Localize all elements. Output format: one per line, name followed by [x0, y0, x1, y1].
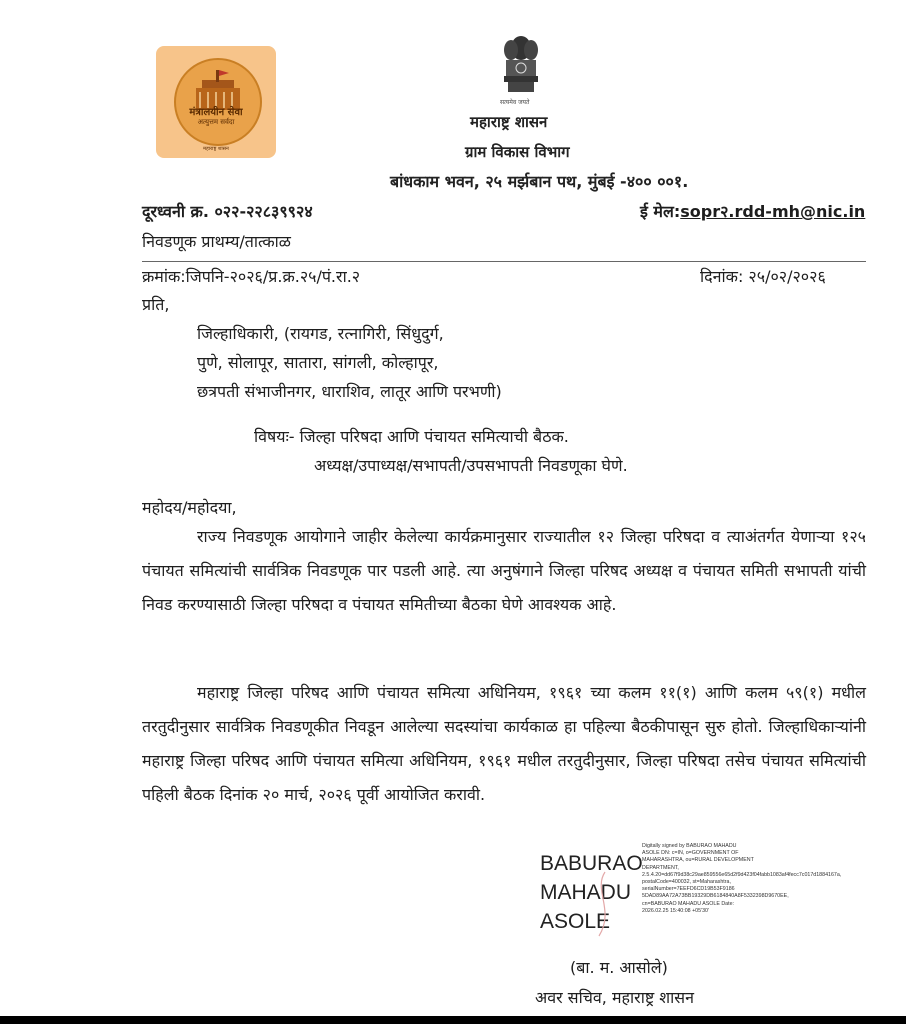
govt-name: महाराष्ट्र शासन [470, 113, 548, 131]
email-label: ई मेल: [640, 202, 681, 221]
signatory-initials: (बा. म. आसोले) [570, 958, 668, 977]
signature-stroke [585, 870, 625, 940]
salutation: महोदय/महोदया, [142, 498, 237, 517]
signatory-name-line-3: ASOLE [540, 910, 611, 933]
office-address: बांधकाम भवन, २५ मर्झबान पथ, मुंबई -४०० ००१. [390, 172, 689, 191]
recipient-line-3: छत्रपती संभाजीनगर, धाराशिव, लातूर आणि परभणी) [197, 382, 502, 401]
recipient-prefix: प्रति, [142, 295, 170, 314]
logo-tagline: अत्युत्तम सर्वदा [197, 118, 235, 126]
logo-emblem-circle [174, 58, 262, 146]
logo-title: मंत्रालयीन सेवा [189, 107, 243, 118]
recipient-line-2: पुणे, सोलापूर, सातारा, सांगली, कोल्हापूर, [197, 353, 439, 372]
paragraph-1: राज्य निवडणूक आयोगाने जाहीर केलेल्या कार्यक्रमानुसार राज्यातील १२ जिल्हा परिषदा व त्याअंतर्गत येणाऱ्या १२५ पंचायत समित्यांची सार्वत्रिक निवडणूक पार पडली आहे. त्या अनुषंगाने जिल्हा परिषद अध्यक्ष व पंचायत समिती सभापती यांची निवड करण्यासाठी जिल्हा परिषदा व पंचायत समितीच्या बैठका घेणे आवश्यक आहे. [142, 527, 866, 614]
email-link[interactable]: sopr२.rdd-mh@nic.in [680, 202, 866, 221]
mantralaya-seva-logo [156, 46, 276, 158]
priority-label: निवडणूक प्राथम्य/तात्काळ [142, 232, 291, 251]
phone-number: दूरध्वनी क्र. ०२२-२२८३९९२४ [142, 202, 313, 221]
department-name: ग्राम विकास विभाग [465, 143, 570, 161]
signatory-name-line-1: BABURAO [540, 852, 643, 875]
signatory-name-line-2: MAHADU [540, 881, 632, 904]
subject-line-1: विषयः- जिल्हा परिषदा आणि पंचायत समित्याची बैठक. [254, 427, 569, 446]
subject-line-2: अध्यक्ष/उपाध्यक्ष/सभापती/उपसभापती निवडणूका घेणे. [314, 456, 628, 475]
reference-number: क्रमांक:जिपनि-२०२६/प्र.क्र.२५/पं.रा.२ [142, 267, 361, 286]
paragraph-2: महाराष्ट्र जिल्हा परिषद आणि पंचायत समित्या अधिनियम, १९६१ च्या कलम ११(१) आणि कलम ५९(१) मधील तरतुदीनुसार सार्वत्रिक निवडणूकीत निवडून आलेल्या सदस्यांचा कार्यकाळ हा पहिल्या बैठकीपासून सुरु होतो. जिल्हाधिकाऱ्यांनी महाराष्ट्र जिल्हा परिषद आणि पंचायत समित्या अधिनियम, १९६१ मधील तरतुदीनुसार, जिल्हा परिषदा तसेच पंचायत समित्यांची पहिली बैठक दिनांक २० मार्च, २०२६ पूर्वी आयोजित करावी. [142, 683, 866, 804]
logo-footer: महाराष्ट्र शासन [203, 146, 229, 152]
email-row [640, 200, 865, 222]
signatory-designation: अवर सचिव, महाराष्ट्र शासन [535, 988, 694, 1007]
ashoka-emblem-icon [496, 30, 546, 98]
recipient-line-1: जिल्हाधिकारी, (रायगड, रत्नागिरी, सिंधुदुर्ग, [197, 324, 444, 343]
emblem-motto: सत्यमेव जयते [500, 99, 530, 106]
digital-signature-details: Digitally signed by BABURAO MAHADU ASOLE DN: c=IN, o=GOVERNMENT OF MAHARASHTRA, ou=RURAL DEVELOPMENT DEPARTMENT, 2.5.4.20=dd67f9d38c29ae859556e65d2f9d423f04fabb1083af4fecc7c017d1884167a, postalCode=400032, st=Maharashtra, serialNumber=7EEFD6CD19B53F9186 5DAD89AA72A73BB19329DB6184840A8F5332398D9670EE, cn=BABURAO MAHADU ASOLE Date: 2026.02.25 15:40:08 +05'30' [642, 843, 842, 914]
letter-date: दिनांक: २५/०२/२०२६ [700, 267, 826, 286]
header-divider [142, 261, 866, 262]
bottom-border [0, 1016, 906, 1024]
mantralaya-building-icon [176, 60, 260, 144]
